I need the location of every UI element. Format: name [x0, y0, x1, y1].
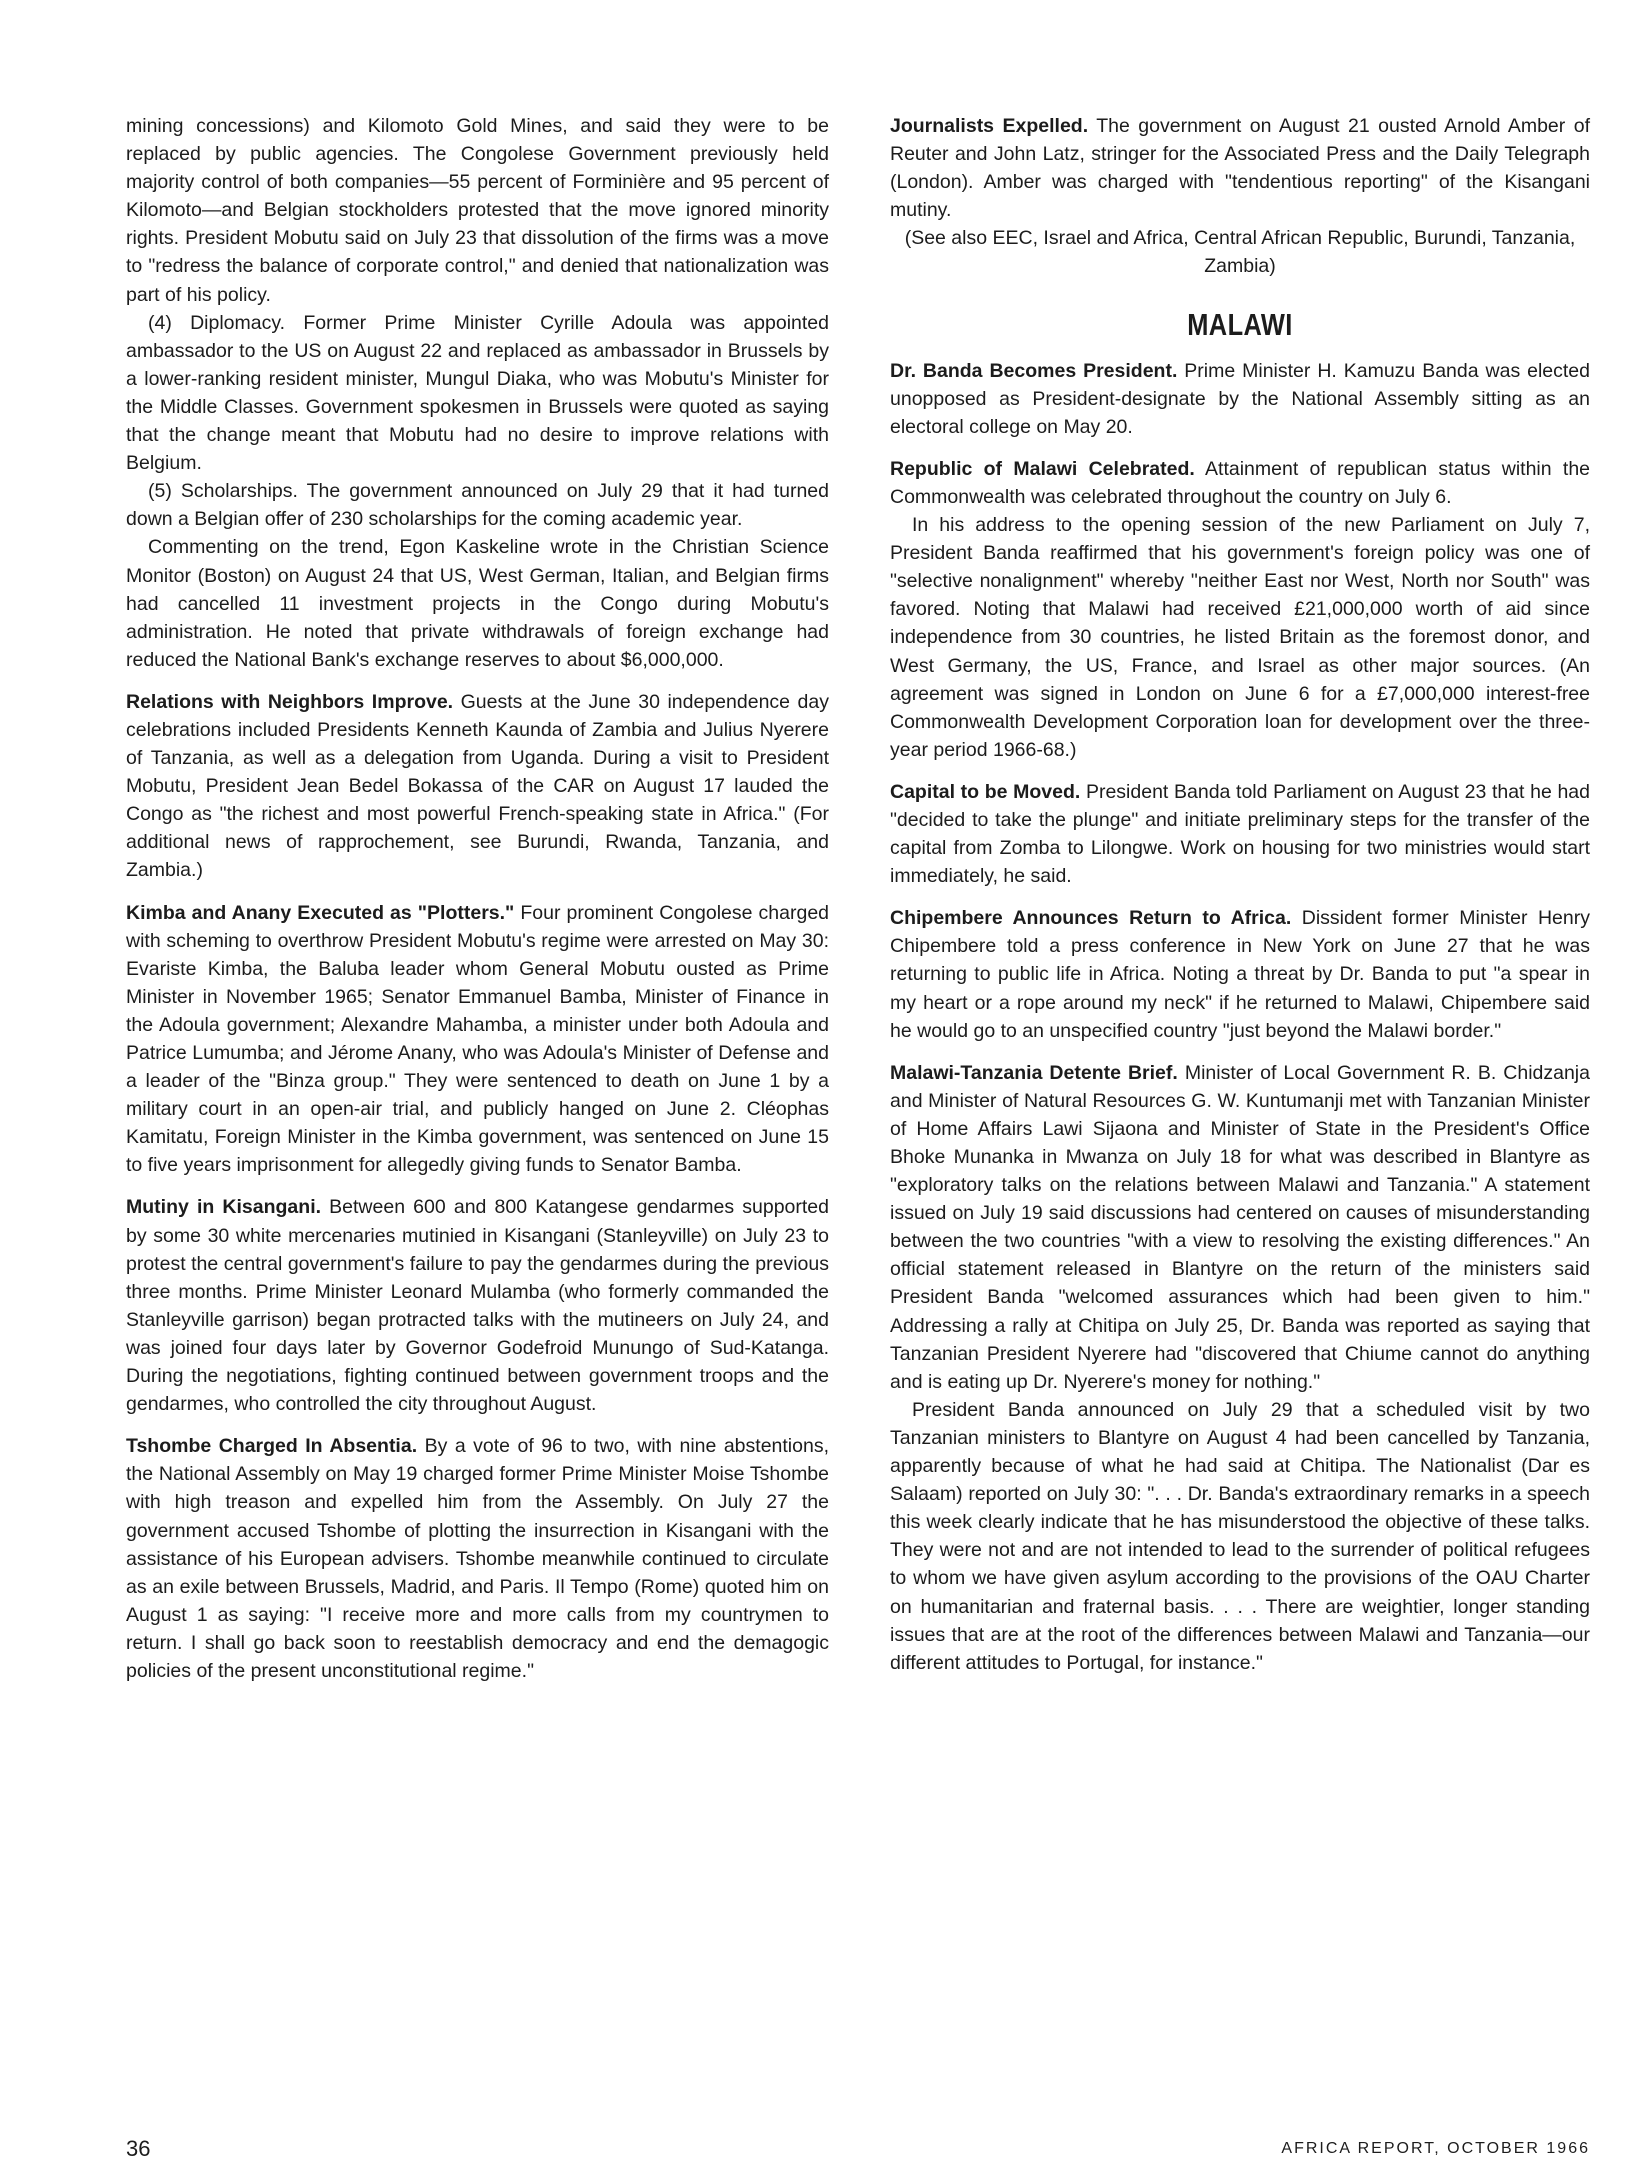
paragraph: In his address to the opening session of the new Parliament on July 7, President Banda reaffirmed that his government's foreign policy was one of "selective nonalignment" whereby "neither East nor West, North nor South" was favored. Noting that Malawi had received £21,000,000 worth of aid since independence from 30 countries, he listed Britain as the foremost donor, and West Germany, the US, France, and Israel as other major sources. (An agreement was signed in London on June 6 for a £7,000,000 interest-free Commonwealth Development Corporation loan for development over the three-year period 1966-68.)	[890, 514, 1590, 761]
left-column	[126, 112, 829, 1685]
article-capital	[890, 778, 1590, 890]
paragraph: President Banda announced on July 29 that a scheduled visit by two Tanzanian ministers to Blantyre on August 4 had been cancelled by Tanzania, apparently because of what he had said at Chitipa. The Nationalist (Dar es Salaam) reported on July 30: ". . . Dr. Banda's extraordinary remarks in a speech this week clearly indicate that he has misunderstood the objective of these talks. They were not and are not intended to lead to the surrender of political refugees to whom we have given asylum according to the provisions of the OAU Charter on humanitarian and fraternal basis. . . . There are weightier, longer standing issues that are at the root of the differences between Malawi and Tanzania—our different attitudes to Portugal, for instance."	[890, 1398, 1590, 1674]
page-number: 36	[126, 2136, 151, 2161]
article-banda	[890, 357, 1590, 441]
see-also-note: (See also EEC, Israel and Africa, Central African Republic, Burundi, Tanzania, Zambia)	[904, 227, 1576, 278]
paragraph: mining concessions) and Kilomoto Gold Mines, and said they were to be replaced by public agencies. The Congolese Government previously held majority control of both companies—55 percent of Forminière and 95 percent of Kilomoto—and Belgian stockholders protested that the move ignored minority rights. President Mobutu said on July 23 that dissolution of the firms was a move to "redress the balance of corporate control," and denied that nationalization was part of his policy.	[126, 115, 829, 306]
article-body: Four prominent Congolese charged with scheming to overthrow President Mobutu's regime were arrested on May 30: Evariste Kimba, the Baluba leader whom General Mobutu ousted as Prime Minister in November 1965; Senator Emmanuel Bamba, Minister of Finance in the Adoula government; Alexandre Mahamba, a minister under both Adoula and Patrice Lumumba; and Jérome Anany, who was Adoula's Minister of Defense and a leader of the "Binza group." They were sentenced to death on June 1 by a military court in an open-air trial, and publicly hanged on June 2. Cléophas Kamitatu, Foreign Minister in the Kimba government, was sentenced on June 15 to five years imprisonment for allegedly giving funds to Senator Bamba.	[126, 901, 830, 1177]
article-body: The government on August 21 ousted Arnold Amber of Reuter and John Latz, stringer for the Associated Press and the Daily Telegraph (London). Amber was charged with "tendentious reporting" of the Kisangani mutiny.	[890, 115, 1590, 222]
article-body: Minister of Local Government R. B. Chidzanja and Minister of Natural Resources G. W. Kuntumanji met with Tanzanian Minister of Home Affairs Lawi Sijaona and Minister of State in the President's Office Bhoke Munanka in Mwanza on July 18 for what was described in Blantyre as "exploratory talks on the relations between Malawi and Tanzania." A statement issued on July 19 said discussions had centered on causes of misunderstanding between the two countries "with a view to resolving the existing differences." An official statement released in Blantyre on the return of the ministers said President Banda "welcomed assurances which had been given to him." Addressing a rally at Chitipa on July 25, Dr. Banda was reported as saying that Tanzanian President Nyerere had "discovered that Chiume cannot do anything and is eating up Dr. Nyerere's money for nothing."	[890, 1061, 1590, 1393]
article-body: Between 600 and 800 Katangese gendarmes supported by some 30 white mercenaries mutinied in Kisangani (Stanleyville) on July 23 to protest the central government's failure to pay the gendarmes during the previous three months. Prime Minister Leonard Mulamba (who formerly commanded the Stanleyville garrison) began protracted talks with the mutineers on July 24, and was joined four days later by Governor Godefroid Munungo of Sud-Katanga. During the negotiations, fighting continued between government troops and the gendarmes, who controlled the city throughout August.	[126, 1196, 829, 1416]
section-title: MALAWI	[1187, 306, 1293, 342]
right-column	[890, 112, 1590, 1677]
article-body: Prime Minister H. Kamuzu Banda was elected unopposed as President-designate by the National Assembly sitting as an electoral college on May 20.	[890, 359, 1590, 438]
article-chipembere	[890, 904, 1590, 1044]
article-body: Guests at the June 30 independence day celebrations included Presidents Kenneth Kaunda of Zambia and Julius Nyerere of Tanzania, as well as a delegation from Uganda. During a visit to President Mobutu, President Jean Bedel Bokassa of the CAR on August 17 lauded the Congo as "the richest and most powerful French-speaking state in Africa." (For additional news of rapprochement, see Burundi, Rwanda, Tanzania, and Zambia.)	[126, 690, 829, 882]
article-kimba	[126, 899, 829, 1180]
paragraph: (4) Diplomacy. Former Prime Minister Cyrille Adoula was appointed ambassador to the US on August 22 and replaced as ambassador in Brussels by a lower-ranking resident minister, Mungul Diaka, who was Mobutu's Minister for the Middle Classes. Government spokesmen in Brussels were quoted as saying that the change meant that Mobutu had no desire to improve relations with Belgium.	[126, 311, 829, 475]
article-headline: Capital to be Moved.	[890, 780, 1081, 803]
article-headline: Journalists Expelled.	[890, 115, 1089, 137]
article-headline: Kimba and Anany Executed as "Plotters."	[126, 901, 515, 924]
article-body: Dissident former Minister Henry Chipembere told a press conference in New York on June 27 that he was returning to public life in Africa. Noting a threat by Dr. Banda to put "a spear in my heart or a rope around my neck" if he returned to Malawi, Chipembere said he would go to an unspecified country "just beyond the Malawi border."	[890, 907, 1590, 1042]
article-mutiny	[126, 1193, 829, 1418]
article-headline: Dr. Banda Becomes President.	[890, 359, 1178, 382]
article-body: Attainment of republican status within the Commonwealth was celebrated throughout the country on July 6.	[890, 457, 1591, 508]
article-headline: Mutiny in Kisangani.	[126, 1196, 322, 1219]
article-republic	[890, 455, 1590, 511]
article-headline: Malawi-Tanzania Detente Brief.	[890, 1061, 1178, 1084]
article-headline: Tshombe Charged In Absentia.	[126, 1435, 418, 1458]
article-detente	[890, 1059, 1590, 1396]
article-headline: Republic of Malawi Celebrated.	[890, 457, 1195, 480]
article-journalists	[890, 112, 1590, 224]
paragraph: Commenting on the trend, Egon Kaskeline wrote in the Christian Science Monitor (Boston) on August 24 that US, West German, Italian, and Belgian firms had cancelled 11 investment projects in the Congo during Mobutu's administration. He noted that private withdrawals of foreign exchange had reduced the National Bank's exchange reserves to about $6,000,000.	[126, 536, 829, 671]
article-headline: Chipembere Announces Return to Africa.	[890, 907, 1292, 930]
article-headline: Relations with Neighbors Improve.	[126, 690, 454, 713]
article-body: By a vote of 96 to two, with nine abstentions, the National Assembly on May 19 charged former Prime Minister Moise Tshombe with high treason and expelled him from the Assembly. On July 27 the government accused Tshombe of plotting the insurrection in Kisangani with the assistance of his European advisers. Tshombe meanwhile continued to circulate as an exile between Brussels, Madrid, and Paris. Il Tempo (Rome) quoted him on August 1 as saying: "I receive more and more calls from my countrymen to return. I shall go back soon to reestablish democracy and end the demagogic policies of the present unconstitutional regime."	[126, 1435, 829, 1682]
article-relations	[126, 688, 829, 885]
running-footer: AFRICA REPORT, OCTOBER 1966	[1281, 2140, 1590, 2157]
article-tshombe	[126, 1432, 829, 1685]
paragraph: (5) Scholarships. The government announced on July 29 that it had turned down a Belgian offer of 230 scholarships for the coming academic year.	[126, 480, 829, 531]
article-body: President Banda told Parliament on August 23 that he had "decided to take the plunge" and initiate preliminary steps for the transfer of the capital from Zomba to Lilongwe. Work on housing for two ministries would start immediately, he said.	[890, 780, 1590, 888]
